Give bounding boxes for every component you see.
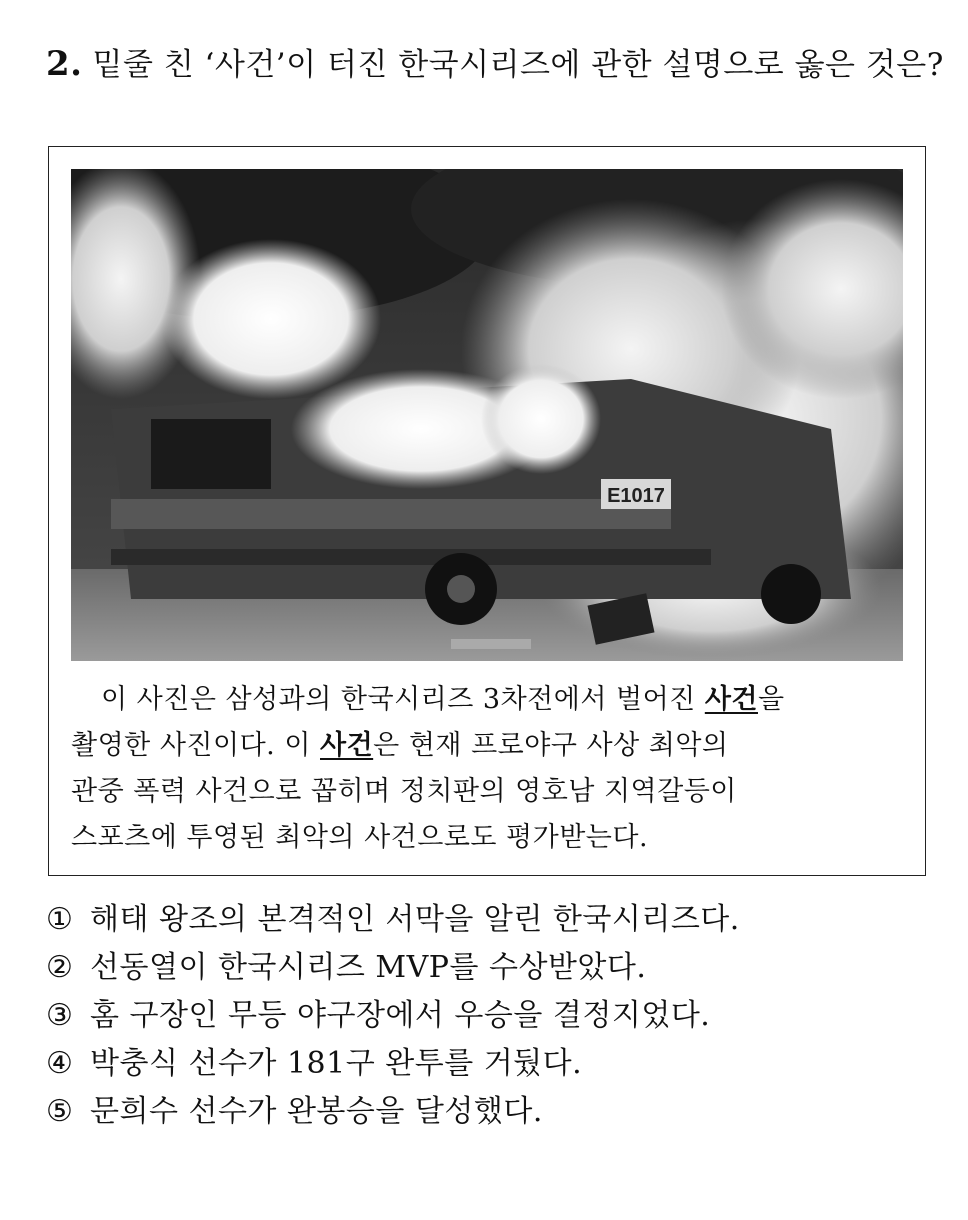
underlined-incident-2: 사건 bbox=[320, 730, 374, 761]
choice-1[interactable] bbox=[46, 896, 946, 944]
burning-bus-illustration bbox=[71, 169, 903, 661]
bus-sign-text: E1017 bbox=[607, 485, 665, 507]
burning-bus-photo bbox=[71, 169, 903, 661]
passage-text bbox=[71, 677, 911, 861]
choice-text: 박충식 선수가 181구 완투를 거뒀다. bbox=[90, 1046, 583, 1081]
passage-line-2: 촬영한 사진이다. 이 사건은 현재 프로야구 사상 최악의 bbox=[71, 730, 729, 761]
choice-4[interactable] bbox=[46, 1040, 946, 1088]
underlined-incident: 사건 bbox=[704, 684, 758, 715]
choice-mark: ② bbox=[46, 950, 74, 985]
choice-mark: ① bbox=[46, 902, 74, 937]
passage-line-4: 스포츠에 투영된 최악의 사건으로도 평가받는다. bbox=[71, 822, 649, 853]
passage-line-3: 관중 폭력 사건으로 꼽히며 정치판의 영호남 지역갈등이 bbox=[71, 776, 737, 807]
choice-text: 해태 왕조의 본격적인 서막을 알린 한국시리즈다. bbox=[90, 902, 740, 937]
reference-box bbox=[48, 146, 926, 876]
question-text: 밑줄 친 ‘사건’이 터진 한국시리즈에 관한 설명으로 옳은 것은? bbox=[92, 47, 944, 83]
choice-mark: ③ bbox=[46, 998, 74, 1033]
question-stem bbox=[46, 42, 956, 87]
choice-3[interactable] bbox=[46, 992, 946, 1040]
choice-5[interactable] bbox=[46, 1088, 946, 1136]
choice-text: 홈 구장인 무등 야구장에서 우승을 결정지었다. bbox=[90, 998, 711, 1033]
choice-2[interactable] bbox=[46, 944, 946, 992]
choice-text: 문희수 선수가 완봉승을 달성했다. bbox=[90, 1094, 543, 1129]
passage-line-1: 이 사진은 삼성과의 한국시리즈 3차전에서 벌어진 사건을 bbox=[101, 684, 785, 715]
choice-mark: ④ bbox=[46, 1046, 74, 1081]
answer-choices bbox=[46, 896, 946, 1136]
choice-text: 선동열이 한국시리즈 MVP를 수상받았다. bbox=[90, 950, 647, 985]
choice-mark: ⑤ bbox=[46, 1094, 74, 1129]
question-number: 2. bbox=[46, 44, 83, 84]
